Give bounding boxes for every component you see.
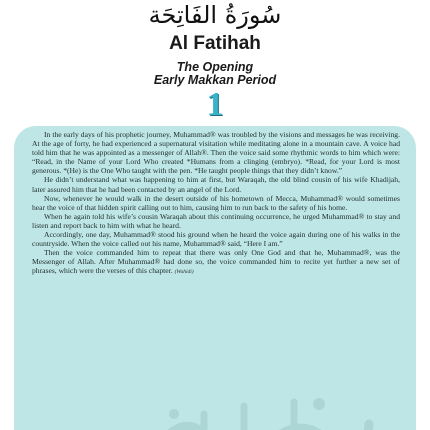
page-title: Al Fatihah bbox=[169, 33, 261, 54]
paragraph: Now, whenever he would walk in the desert outside of his hometown of Mecca, Muhammad® would sometimes hear the voice of that hidden spirit calling out to him, causing him to run back to the safety of his home. bbox=[32, 193, 400, 212]
arabic-calligraphy-watermark bbox=[144, 384, 374, 430]
paragraph: He didn’t understand what was happening to him at first, but Waraqah, the old blind cousin of his wife Khadijah, later assured him that he had been contacted by an angel of the Lord. bbox=[32, 175, 400, 194]
introduction-text bbox=[32, 130, 400, 278]
paragraph: Accordingly, one day, Muhammad® stood his ground when he heard the voice again during one of his walks in the countryside. When the voice called out his name, Muhammad® said, “Here I am.” bbox=[32, 230, 400, 249]
paragraph: When he again told his wife’s cousin Waraqah about this continuing occurrence, he urged Muhammad® to stay and listen and report back to him with what he heard. bbox=[32, 211, 400, 230]
introduction-panel bbox=[14, 126, 416, 430]
source-note: (Wahidi) bbox=[174, 269, 194, 276]
paragraph: In the early days of his prophetic journey, Muhammad® was troubled by the visions and messages he was receiving. At the age of forty, he had experienced a supernatural visitation while meditating alone in a mountain cave. A voice had told him that he was appointed as a messenger of Allah®. Then the voice said some rhythmic words to him which were: “Read, in the Name of your Lord Who created *Humans from a clinging (embryo). *Read, for your Lord is most generous. *(He) is the One Who taught with the pen. *He taught people things that they didn’t know.” bbox=[32, 130, 400, 176]
subtitle-meaning: The Opening bbox=[176, 60, 254, 74]
chapter-number: 1 bbox=[206, 86, 224, 123]
subtitle-period: Early Makkan Period bbox=[153, 73, 277, 87]
paragraph-text: Then the voice commanded him to repeat that there was only One God and that he, Muhammad®, was the Messenger of Allah. After Muhammad® had done so, the voice commanded him to recite yet further a new set of phrases, which were the verses of this chapter. bbox=[32, 248, 400, 276]
arabic-surah-title: سُورَةُ الفَاتِحَة bbox=[148, 1, 282, 29]
paragraph-last bbox=[32, 248, 400, 277]
